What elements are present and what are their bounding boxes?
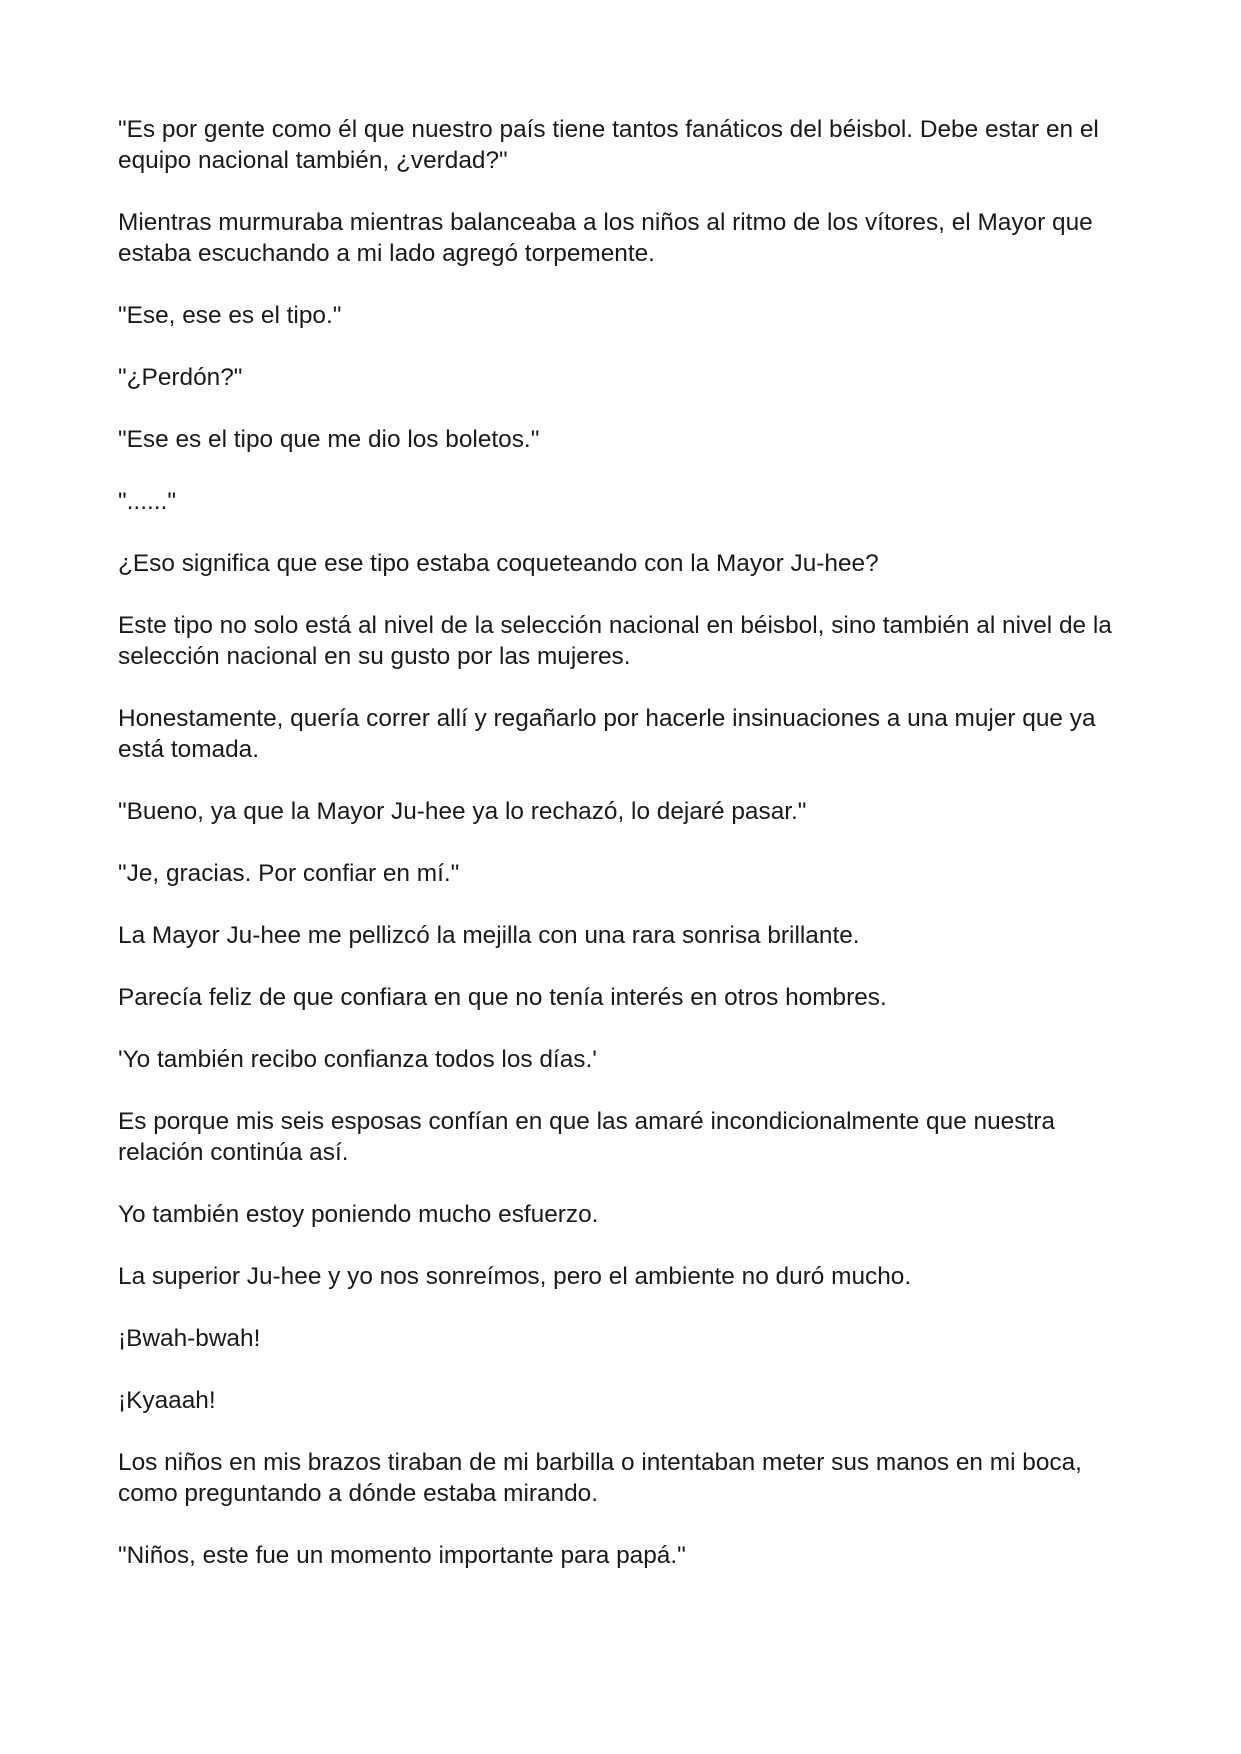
paragraph: "Niños, este fue un momento importante para papá." — [118, 1542, 686, 1569]
paragraph: ¡Bwah-bwah! — [118, 1325, 261, 1352]
document-body — [118, 114, 1128, 1602]
paragraph: "Ese, ese es el tipo." — [118, 302, 342, 329]
paragraph: "Je, gracias. Por confiar en mí." — [118, 860, 460, 887]
paragraph: Yo también estoy poniendo mucho esfuerzo. — [118, 1201, 599, 1228]
paragraph: 'Yo también recibo confianza todos los días.' — [118, 1046, 597, 1073]
paragraph: Mientras murmuraba mientras balanceaba a los niños al ritmo de los vítores, el Mayor que estaba escuchando a mi lado agregó torpemente. — [118, 209, 1093, 267]
paragraph: Honestamente, quería correr allí y regañarlo por hacerle insinuaciones a una mujer que ya está tomada. — [118, 705, 1096, 763]
paragraph: Parecía feliz de que confiara en que no tenía interés en otros hombres. — [118, 984, 887, 1011]
paragraph: Es porque mis seis esposas confían en que las amaré incondicionalmente que nuestra relación continúa así. — [118, 1108, 1055, 1166]
paragraph: La superior Ju-hee y yo nos sonreímos, pero el ambiente no duró mucho. — [118, 1263, 912, 1290]
paragraph: "¿Perdón?" — [118, 364, 243, 391]
paragraph: "Es por gente como él que nuestro país tiene tantos fanáticos del béisbol. Debe estar en el equipo nacional también, ¿verdad?" — [118, 116, 1099, 174]
paragraph: ¿Eso significa que ese tipo estaba coqueteando con la Mayor Ju-hee? — [118, 550, 879, 577]
paragraph: ¡Kyaaah! — [118, 1387, 216, 1414]
paragraph: "Bueno, ya que la Mayor Ju-hee ya lo rechazó, lo dejaré pasar." — [118, 798, 807, 825]
paragraph: Este tipo no solo está al nivel de la selección nacional en béisbol, sino también al nivel de la selección nacional en su gusto por las mujeres. — [118, 612, 1112, 670]
paragraph: La Mayor Ju-hee me pellizcó la mejilla con una rara sonrisa brillante. — [118, 922, 860, 949]
paragraph: "......" — [118, 488, 176, 515]
paragraph: Los niños en mis brazos tiraban de mi barbilla o intentaban meter sus manos en mi boca, como preguntando a dónde estaba mirando. — [118, 1449, 1082, 1507]
paragraph: "Ese es el tipo que me dio los boletos." — [118, 426, 540, 453]
